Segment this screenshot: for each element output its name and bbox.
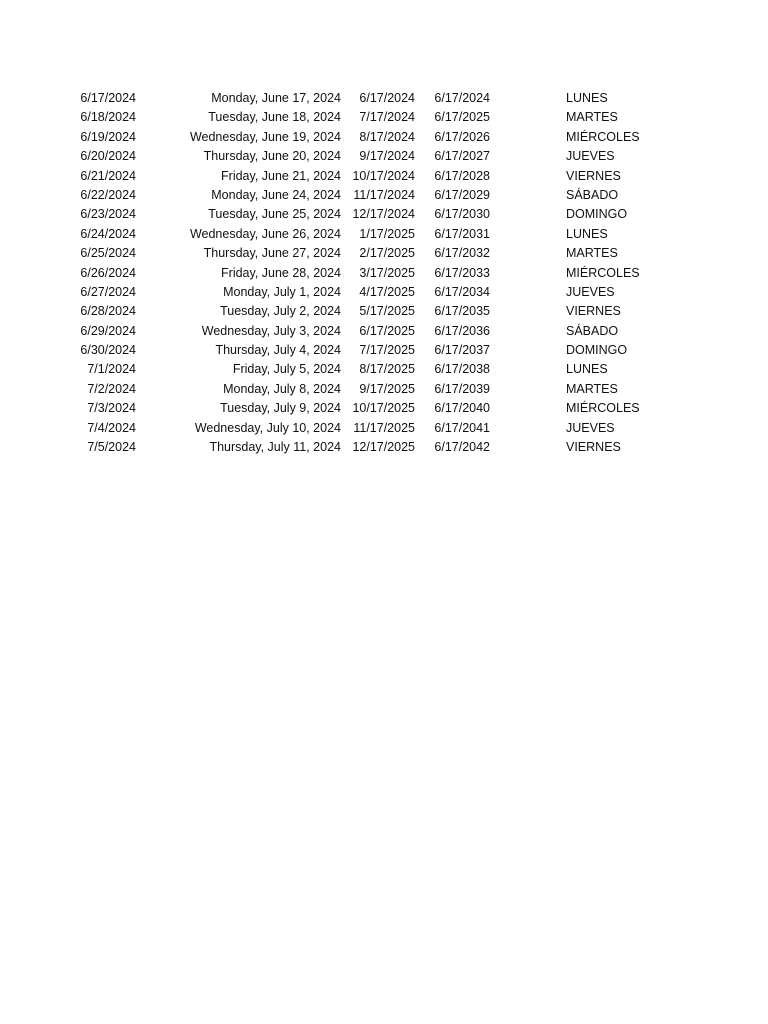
weekday-spanish-cell: VIERNES (566, 168, 621, 183)
long-date-cell: Monday, June 24, 2024 (211, 187, 341, 202)
weekday-spanish-cell: LUNES (566, 226, 608, 241)
date-cell: 6/18/2024 (80, 110, 136, 125)
yearly-date-cell: 6/17/2040 (434, 401, 490, 416)
date-cell: 7/5/2024 (87, 440, 136, 455)
monthly-date-cell: 11/17/2024 (353, 187, 415, 202)
monthly-date-cell: 3/17/2025 (359, 265, 415, 280)
date-cell: 6/30/2024 (80, 343, 136, 358)
weekday-spanish-cell: SÁBADO (566, 323, 619, 338)
long-date-cell: Friday, June 21, 2024 (221, 168, 341, 183)
table-row (0, 264, 768, 283)
long-date-cell: Tuesday, July 9, 2024 (220, 401, 341, 416)
table-row (0, 419, 768, 438)
long-date-cell: Monday, June 17, 2024 (211, 91, 341, 105)
table-row (0, 89, 768, 108)
date-cell: 7/1/2024 (87, 362, 136, 377)
date-cell: 6/23/2024 (80, 207, 136, 222)
spreadsheet-page (0, 89, 768, 457)
yearly-date-cell: 6/17/2041 (434, 420, 490, 435)
date-cell: 6/28/2024 (80, 304, 136, 319)
long-date-cell: Wednesday, June 19, 2024 (189, 129, 341, 144)
yearly-date-cell: 6/17/2037 (434, 343, 490, 358)
monthly-date-cell: 8/17/2024 (359, 129, 415, 144)
weekday-spanish-cell: VIERNES (566, 304, 621, 319)
yearly-date-cell: 6/17/2024 (434, 91, 490, 105)
yearly-date-cell: 6/17/2029 (434, 187, 490, 202)
monthly-date-cell: 10/17/2025 (352, 401, 415, 416)
monthly-date-cell: 1/17/2025 (359, 226, 415, 241)
yearly-date-cell: 6/17/2036 (434, 323, 490, 338)
monthly-date-cell: 10/17/2024 (352, 168, 415, 183)
long-date-cell: Monday, July 1, 2024 (223, 284, 341, 299)
yearly-date-cell: 6/17/2031 (434, 226, 490, 241)
weekday-spanish-cell: JUEVES (566, 420, 615, 435)
long-date-cell: Thursday, June 27, 2024 (203, 246, 341, 261)
long-date-cell: Friday, July 5, 2024 (232, 362, 341, 377)
table-row (0, 108, 768, 127)
table-row (0, 147, 768, 166)
table-row (0, 380, 768, 399)
weekday-spanish-cell: MIÉRCOLES (566, 265, 640, 280)
table-row (0, 360, 768, 379)
long-date-cell: Tuesday, June 25, 2024 (208, 207, 341, 222)
date-cell: 7/2/2024 (87, 381, 136, 396)
date-cell: 6/20/2024 (80, 149, 136, 164)
long-date-cell: Thursday, July 4, 2024 (215, 343, 341, 358)
date-cell: 7/3/2024 (87, 401, 136, 416)
table-row (0, 186, 768, 205)
weekday-spanish-cell: MARTES (566, 110, 618, 125)
table-row (0, 205, 768, 224)
monthly-date-cell: 7/17/2025 (359, 343, 415, 358)
monthly-date-cell: 12/17/2024 (352, 207, 415, 222)
long-date-cell: Monday, July 8, 2024 (223, 381, 341, 396)
table-row (0, 438, 768, 457)
date-cell: 6/24/2024 (80, 226, 136, 241)
weekday-spanish-cell: DOMINGO (566, 343, 628, 358)
yearly-date-cell: 6/17/2042 (434, 440, 490, 455)
weekday-spanish-cell: DOMINGO (566, 207, 628, 222)
monthly-date-cell: 9/17/2024 (359, 149, 415, 164)
yearly-date-cell: 6/17/2027 (434, 149, 490, 164)
weekday-spanish-cell: VIERNES (566, 440, 621, 455)
date-cell: 6/27/2024 (80, 284, 136, 299)
yearly-date-cell: 6/17/2038 (434, 362, 490, 377)
yearly-date-cell: 6/17/2026 (434, 129, 490, 144)
weekday-spanish-cell: LUNES (566, 91, 608, 105)
weekday-spanish-cell: MIÉRCOLES (566, 401, 640, 416)
monthly-date-cell: 11/17/2025 (353, 420, 415, 435)
long-date-cell: Tuesday, June 18, 2024 (208, 110, 341, 125)
yearly-date-cell: 6/17/2030 (434, 207, 490, 222)
long-date-cell: Wednesday, July 10, 2024 (194, 420, 341, 435)
yearly-date-cell: 6/17/2035 (434, 304, 490, 319)
yearly-date-cell: 6/17/2028 (434, 168, 490, 183)
long-date-cell: Friday, June 28, 2024 (221, 265, 341, 280)
date-cell: 6/17/2024 (80, 91, 136, 105)
long-date-cell: Wednesday, July 3, 2024 (201, 323, 341, 338)
table-row (0, 283, 768, 302)
table-row (0, 322, 768, 341)
monthly-date-cell: 6/17/2025 (359, 323, 415, 338)
yearly-date-cell: 6/17/2034 (434, 284, 490, 299)
date-cell: 6/21/2024 (80, 168, 136, 183)
long-date-cell: Tuesday, July 2, 2024 (220, 304, 341, 319)
yearly-date-cell: 6/17/2032 (434, 246, 490, 261)
yearly-date-cell: 6/17/2025 (434, 110, 490, 125)
monthly-date-cell: 2/17/2025 (359, 246, 415, 261)
yearly-date-cell: 6/17/2033 (434, 265, 490, 280)
table-row (0, 167, 768, 186)
weekday-spanish-cell: MARTES (566, 381, 618, 396)
monthly-date-cell: 4/17/2025 (359, 284, 415, 299)
table-row (0, 244, 768, 263)
weekday-spanish-cell: JUEVES (566, 149, 615, 164)
date-cell: 7/4/2024 (87, 420, 136, 435)
monthly-date-cell: 12/17/2025 (352, 440, 415, 455)
weekday-spanish-cell: SÁBADO (566, 187, 619, 202)
weekday-spanish-cell: MARTES (566, 246, 618, 261)
date-cell: 6/25/2024 (80, 246, 136, 261)
table-row (0, 399, 768, 418)
monthly-date-cell: 6/17/2024 (359, 91, 415, 105)
weekday-spanish-cell: LUNES (566, 362, 608, 377)
table-row (0, 341, 768, 360)
date-cell: 6/22/2024 (80, 187, 136, 202)
monthly-date-cell: 7/17/2024 (359, 110, 415, 125)
long-date-cell: Wednesday, June 26, 2024 (189, 226, 341, 241)
long-date-cell: Thursday, July 11, 2024 (209, 440, 341, 455)
monthly-date-cell: 5/17/2025 (359, 304, 415, 319)
weekday-spanish-cell: JUEVES (566, 284, 615, 299)
table-row (0, 225, 768, 244)
table-row (0, 128, 768, 147)
monthly-date-cell: 8/17/2025 (359, 362, 415, 377)
yearly-date-cell: 6/17/2039 (434, 381, 490, 396)
date-cell: 6/19/2024 (80, 129, 136, 144)
date-cell: 6/29/2024 (80, 323, 136, 338)
date-cell: 6/26/2024 (80, 265, 136, 280)
long-date-cell: Thursday, June 20, 2024 (203, 149, 341, 164)
weekday-spanish-cell: MIÉRCOLES (566, 129, 640, 144)
monthly-date-cell: 9/17/2025 (359, 381, 415, 396)
table-row (0, 302, 768, 321)
